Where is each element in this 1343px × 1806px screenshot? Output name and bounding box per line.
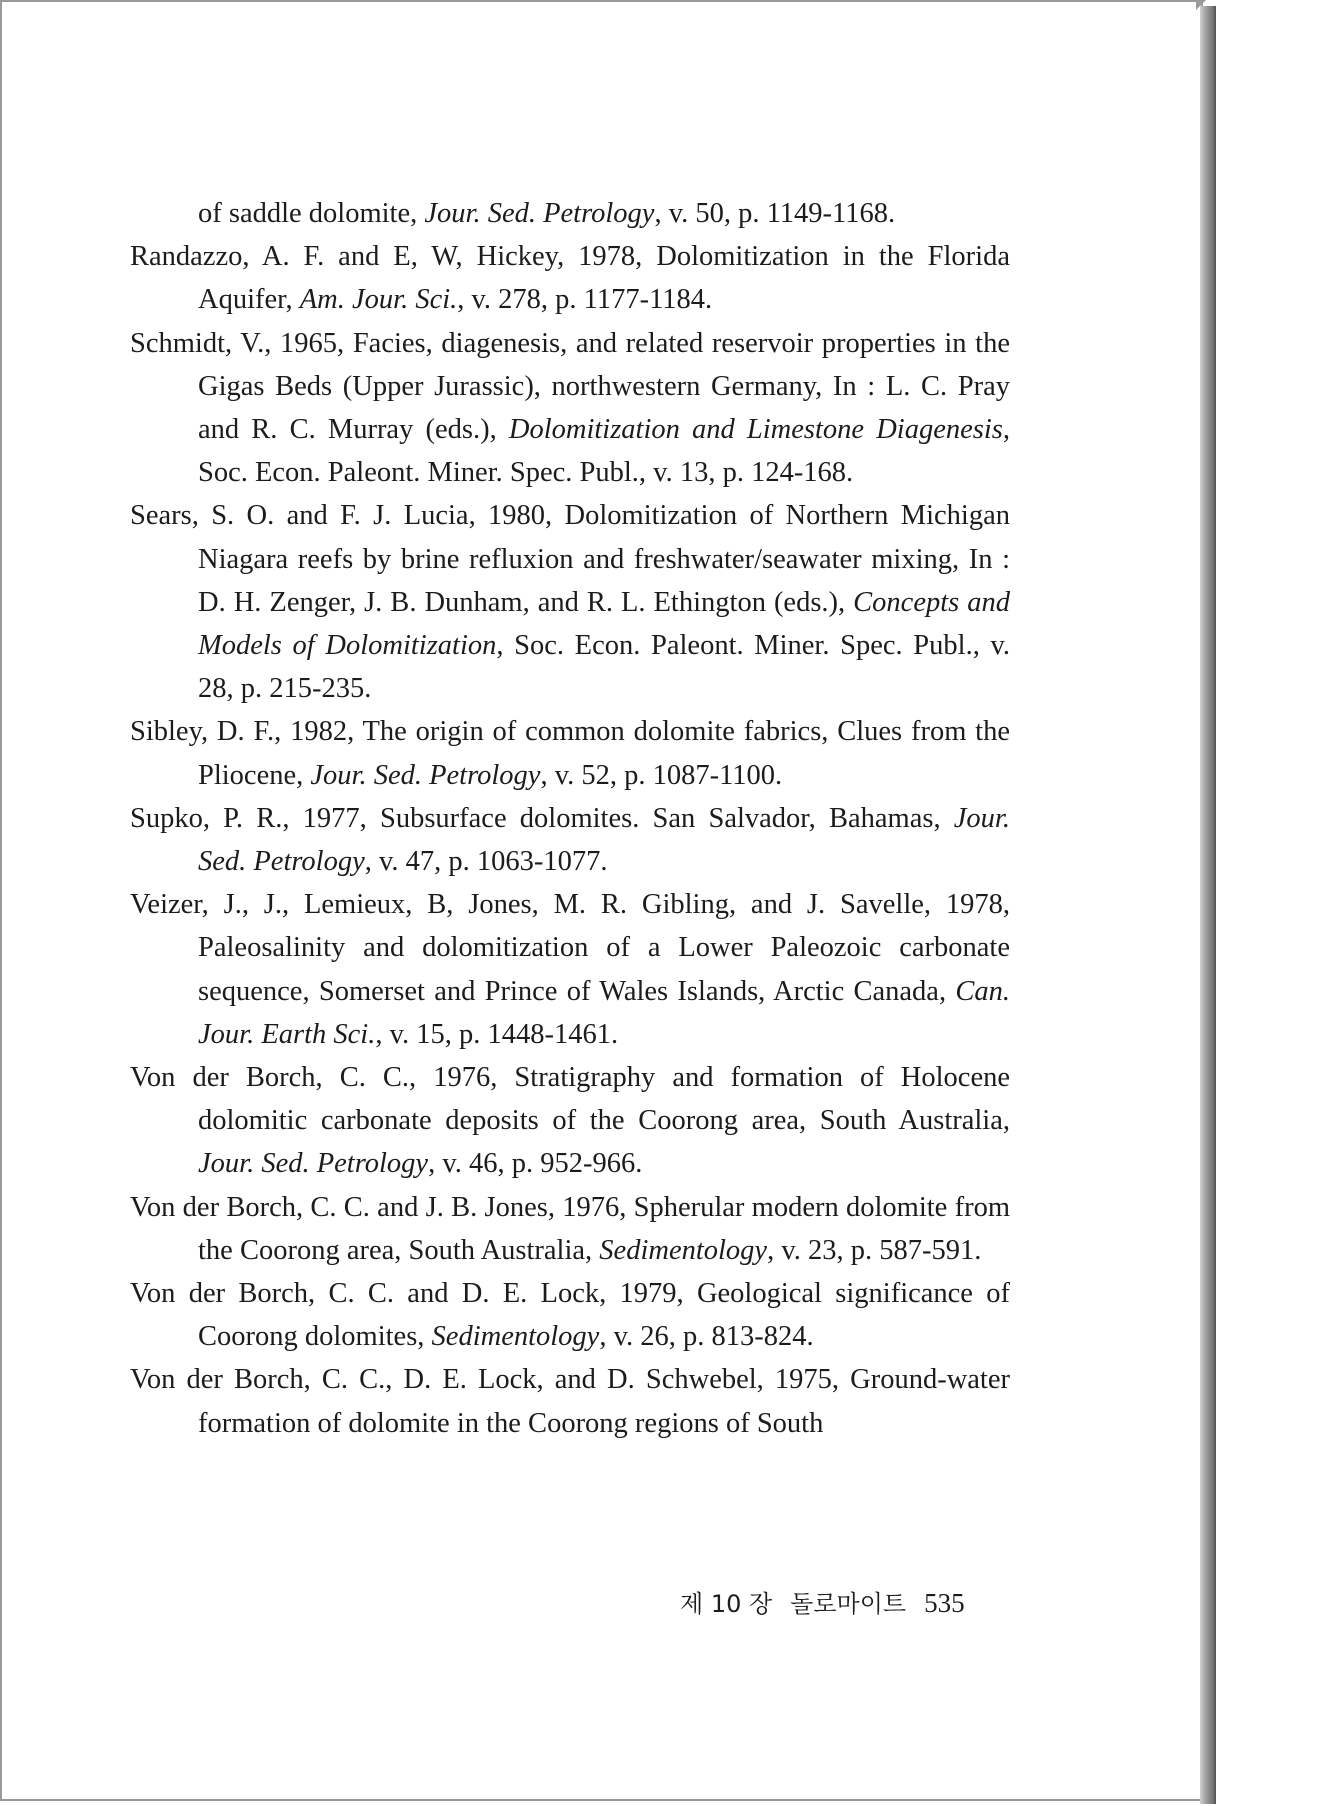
reference-entry: Von der Borch, C. C. and D. E. Lock, 1979, Geological significance of Coorong dolomites, Sedimentology, v. 26, p. 813-824. <box>130 1278 1010 1353</box>
reference-entry: Veizer, J., J., Lemieux, B, Jones, M. R. Gibling, and J. Savelle, 1978, Paleosalinity and dolomitization of a Lower Paleozoic carbonate sequence, Somerset and Prince of Wales Islands, Arctic Canada, Can. Jour. Earth Sci., v. 15, p. 1448-1461. <box>130 889 1010 1050</box>
reference-entry: Von der Borch, C. C., 1976, Stratigraphy and formation of Holocene dolomitic carbonate deposits of the Coorong area, South Australia, Jour. Sed. Petrology, v. 46, p. 952-966. <box>130 1062 1010 1180</box>
reference-entry: Von der Borch, C. C. and J. B. Jones, 1976, Spherular modern dolomite from the Coorong area, South Australia, Sedimentology, v. 23, p. 587-591. <box>130 1191 1010 1266</box>
page-footer <box>680 1584 965 1619</box>
reference-entry: Von der Borch, C. C., D. E. Lock, and D. Schwebel, 1975, Ground-water formation of dolomite in the Coorong regions of South <box>130 1364 1010 1439</box>
reference-entry: of saddle dolomite, Jour. Sed. Petrology, v. 50, p. 1149-1168. <box>198 198 896 229</box>
chapter-title: 돌로마이트 <box>790 1590 907 1618</box>
reference-entry: Sibley, D. F., 1982, The origin of common dolomite fabrics, Clues from the Pliocene, Jour. Sed. Petrology, v. 52, p. 1087-1100. <box>130 716 1010 791</box>
reference-entry: Randazzo, A. F. and E, W, Hickey, 1978, Dolomitization in the Florida Aquifer, Am. Jour. Sci., v. 278, p. 1177-1184. <box>130 241 1010 316</box>
reference-entry: Sears, S. O. and F. J. Lucia, 1980, Dolomitization of Northern Michigan Niagara reefs by brine refluxion and freshwater/seawater mixing, In : D. H. Zenger, J. B. Dunham, and R. L. Ethington (eds.), Concepts and Models of Dolomitization, Soc. Econ. Paleont. Miner. Spec. Publ., v. 28, p. 215-235. <box>130 500 1010 705</box>
reference-entry: Supko, P. R., 1977, Subsurface dolomites. San Salvador, Bahamas, Jour. Sed. Petrology, v. 47, p. 1063-1077. <box>130 802 1010 878</box>
page-corner <box>1196 0 1206 10</box>
chapter-label: 제 10 장 <box>680 1590 773 1618</box>
reference-list <box>130 192 1010 1445</box>
reference-entry: Schmidt, V., 1965, Facies, diagenesis, and related reservoir properties in the Gigas Beds (Upper Jurassic), northwestern Germany, In : L. C. Pray and R. C. Murray (eds.), Dolomitization and Limestone Diagenesis, Soc. Econ. Paleont. Miner. Spec. Publ., v. 13, p. 124-168. <box>130 327 1010 489</box>
page-edge-shadow <box>1200 6 1216 1804</box>
page-number: 535 <box>924 1588 965 1618</box>
